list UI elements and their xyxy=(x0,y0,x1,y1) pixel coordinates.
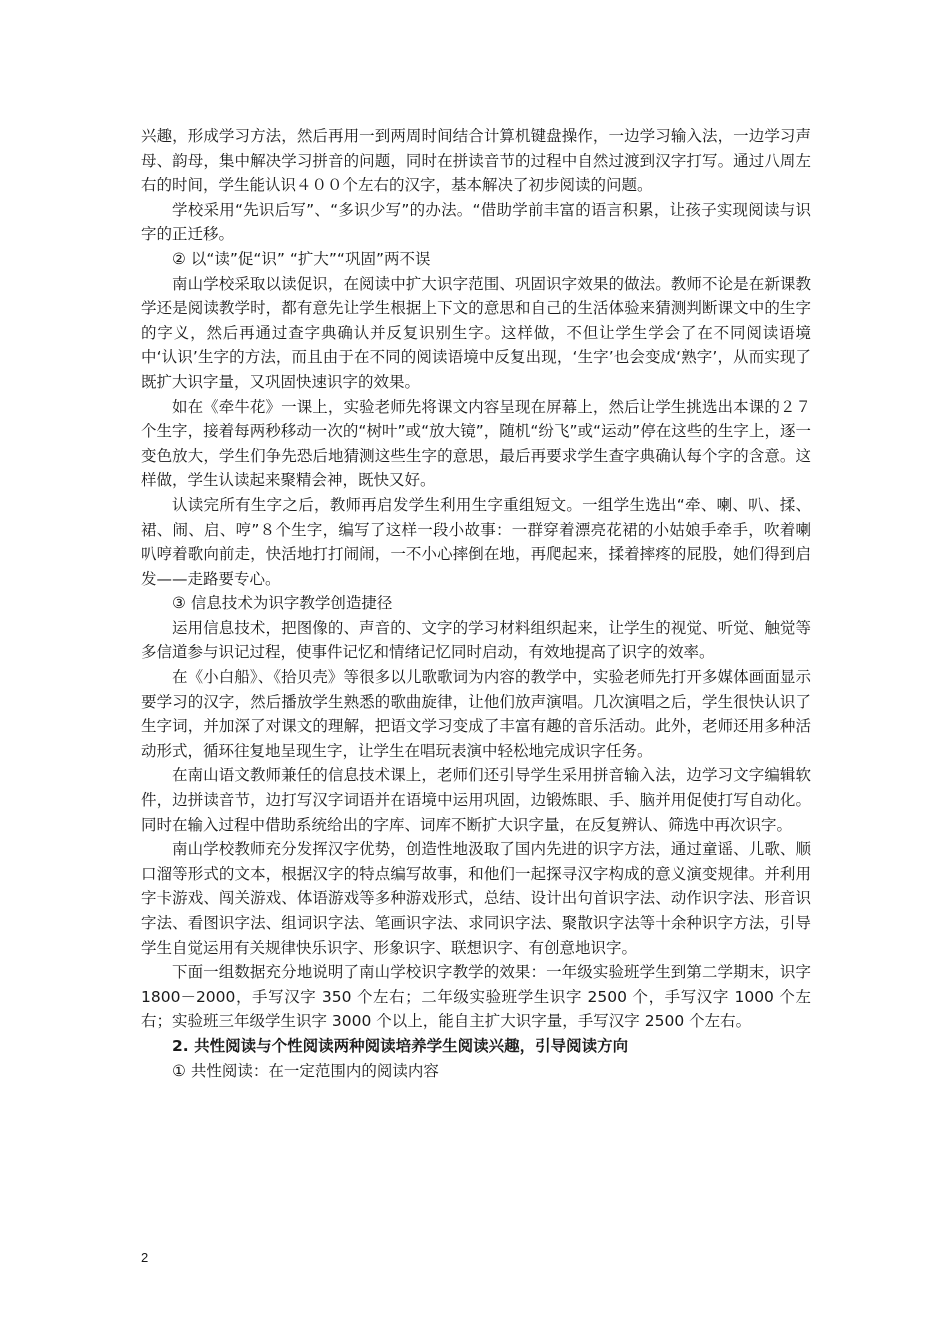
subheading-common-reading: ① 共性阅读：在一定范围内的阅读内容 xyxy=(172,1061,439,1080)
page-number: 2 xyxy=(141,1250,149,1265)
document-body xyxy=(141,124,811,1083)
paragraph-8: 在南山语文教师兼任的信息技术课上，老师们还引导学生采用拼音输入法，边学习文字编辑软件，边拼读音节，边打写汉字词语并在语境中运用巩固，边锻炼眼、手、脑并用促使打写自动化。同时在输入过程中借助系统给出的字库、词库不断扩大识字量，在反复辨认、筛选中再次识字。 xyxy=(141,766,811,834)
subheading-3: ③ 信息技术为识字教学创造捷径 xyxy=(172,594,393,613)
paragraph-10: 下面一组数据充分地说明了南山学校识字教学的效果：一年级实验班学生到第二学期末，识字 1800－2000，手写汉字 350 个左右；二年级实验班学生识字 2500 个，手写汉字 1000 个左右；实验班三年级学生识字 3000 个以上，能自主扩大识字量，手写汉字 2500 个左右。 xyxy=(141,963,811,1031)
paragraph-4: 如在《牵牛花》一课上，实验老师先将课文内容呈现在屏幕上，然后让学生挑选出本课的２７个生字，接着每两秒移动一次的“树叶”或“放大镜”，随机“纷飞”或“运动”停在这些的生字上，逐一变色放大，学生们争先恐后地猜测这些生字的意思，最后再要求学生查字典确认每个字的含意。这样做，学生认读起来聚精会神，既快又好。 xyxy=(141,397,811,490)
paragraph-5: 认读完所有生字之后，教师再启发学生利用生字重组短文。一组学生选出“牵、喇、叭、揉、裙、闹、启、哼”８个生字，编写了这样一段小故事：一群穿着漂亮花裙的小姑娘手牵手，吹着喇叭哼着歌向前走，快活地打打闹闹，一不小心摔倒在地，再爬起来，揉着摔疼的屁股，她们得到启发——走路要专心。 xyxy=(141,495,811,588)
paragraph-1: 兴趣，形成学习方法，然后再用一到两周时间结合计算机键盘操作，一边学习输入法，一边学习声母、韵母，集中解决学习拼音的问题，同时在拼读音节的过程中自然过渡到汉字打写。通过八周左右的时间，学生能认识４００个左右的汉字，基本解决了初步阅读的问题。 xyxy=(141,127,811,195)
paragraph-6: 运用信息技术，把图像的、声音的、文字的学习材料组织起来，让学生的视觉、听觉、触觉等多信道参与识记过程，使事件记忆和情绪记忆同时启动，有效地提高了识字的效率。 xyxy=(141,618,811,662)
paragraph-9: 南山学校教师充分发挥汉字优势，创造性地汲取了国内先进的识字方法，通过童谣、儿歌、顺口溜等形式的文本，根据汉字的特点编写故事，和他们一起探寻汉字构成的意义演变规律。并利用字卡游戏、闯关游戏、体语游戏等多种游戏形式，总结、设计出句首识字法、动作识字法、形音识字法、看图识字法、组词识字法、笔画识字法、求同识字法、聚散识字法等十余种识字方法，引导学生自觉运用有关规律快乐识字、形象识字、联想识字、有创意地识字。 xyxy=(141,840,811,957)
section-heading-2: 2. 共性阅读与个性阅读两种阅读培养学生阅读兴趣，引导阅读方向 xyxy=(172,1036,629,1055)
paragraph-2: 学校采用“先识后写”、“多识少写”的办法。“借助学前丰富的语言积累，让孩子实现阅读与识字的正迁移。 xyxy=(141,200,811,244)
paragraph-7: 在《小白船》、《拾贝壳》等很多以儿歌歌词为内容的教学中，实验老师先打开多媒体画面显示要学习的汉字，然后播放学生熟悉的歌曲旋律，让他们放声演唱。几次演唱之后，学生很快认识了生字词，并加深了对课文的理解，把语文学习变成了丰富有趣的音乐活动。此外，老师还用多种活动形式，循环往复地呈现生字，让学生在唱玩表演中轻松地完成识字任务。 xyxy=(141,668,811,760)
paragraph-3: 南山学校采取以读促识，在阅读中扩大识字范围、巩固识字效果的做法。教师不论是在新课教学还是阅读教学时，都有意先让学生根据上下文的意思和自己的生活体验来猜测判断课文中的生字的字义，然后再通过查字典确认并反复识别生字。这样做，不但让学生学会了在不同阅读语境中‘认识’生字的方法，而且由于在不同的阅读语境中反复出现，‘生字’也会变成‘熟字’，从而实现了既扩大识字量，又巩固快速识字的效果。 xyxy=(141,274,811,391)
subheading-2: ② 以“读”促“识” “扩大”“巩固”两不误 xyxy=(172,249,431,268)
